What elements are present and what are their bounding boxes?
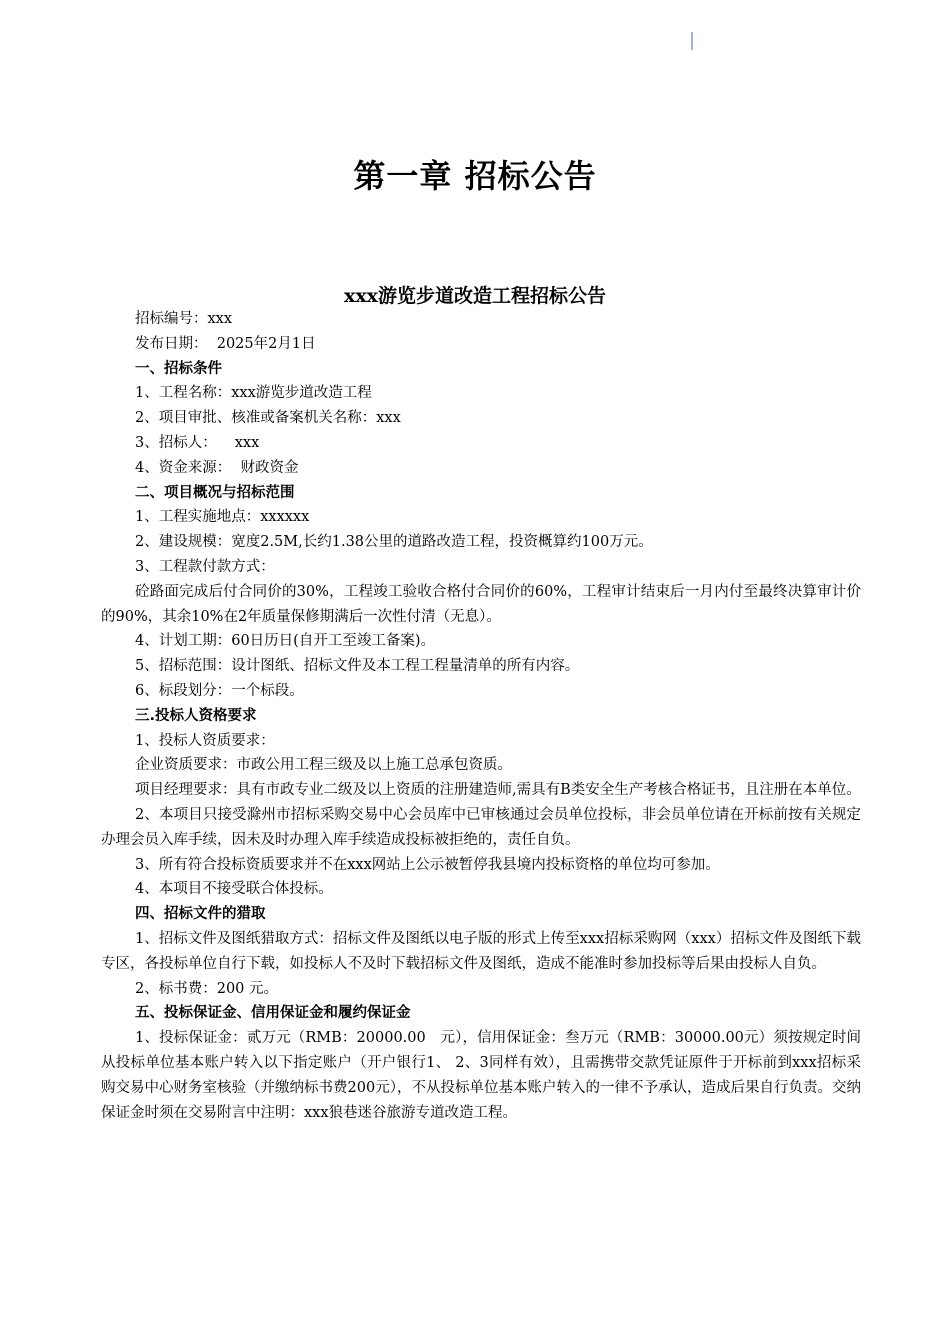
s3-manager-qualification: 项目经理要求：具有市政专业二级及以上资质的注册建造师,需具有B类安全生产考核合格证书，且注册在本单位。 — [135, 782, 861, 799]
s3-item-2: 2、本项目只接受滁州市招标采购交易中心会员库中已审核通过会员单位投标，非会员单位请在开标前按有关规定办理会员入库手续，因未及时办理入库手续造成投标被拒绝的，责任自负。 — [101, 806, 861, 848]
s2-item-5: 5、招标范围：设计图纸、招标文件及本工程工程量清单的所有内容。 — [135, 658, 580, 675]
s3-item-3: 3、所有符合投标资质要求并不在xxx网站上公示被暂停我县境内投标资格的单位均可参加。 — [135, 856, 720, 873]
text-cursor-mark — [691, 32, 693, 50]
publish-date-line — [101, 332, 861, 357]
s2-item-6: 6、标段划分：一个标段。 — [135, 682, 304, 699]
s2-item-1: 1、工程实施地点：xxxxxx — [135, 509, 310, 526]
section-heading-1: 一、招标条件 — [135, 360, 222, 377]
s4-item-1: 1、招标文件及图纸猎取方式：招标文件及图纸以电子版的形式上传至xxx招标采购网（xxx）招标文件及图纸下载专区，各投标单位自行下载，如投标人不及时下载招标文件及图纸，造成不能准时参加投标等后果由投标人自负。 — [101, 930, 861, 972]
s2-item-2: 2、建设规模：宽度2.5M,长约1.38公里的道路改造工程，投资概算约100万元。 — [135, 534, 653, 551]
s2-payment-detail: 砼路面完成后付合同价的30%，工程竣工验收合格付合同价的60%，工程审计结束后一月内付至最终决算审计价的90%，其余10%在2年质量保修期满后一次性付清（无息）。 — [101, 583, 861, 625]
s3-item-4: 4、本项目不接受联合体投标。 — [135, 881, 333, 898]
tenderer-label: 3、招标人： — [135, 434, 217, 451]
chapter-title: 第一章 招标公告 — [353, 157, 597, 195]
section-heading-5: 五、投标保证金、信用保证金和履约保证金 — [135, 1005, 411, 1022]
s3-item-1: 1、投标人资质要求： — [135, 732, 275, 749]
section-heading-4: 四、招标文件的猎取 — [135, 906, 266, 923]
tenderer-value: xxx — [234, 434, 260, 451]
section-heading-2: 二、项目概况与招标范围 — [135, 484, 295, 501]
s4-item-2: 2、标书费：200 元。 — [135, 980, 279, 997]
fund-source-label: 4、资金来源： — [135, 459, 232, 476]
bid-number: 招标编号：xxx — [135, 311, 233, 327]
publish-date-label: 发布日期： — [135, 335, 208, 352]
s1-item-1: 1、工程名称：xxx游览步道改造工程 — [135, 385, 372, 402]
s2-item-3: 3、工程款付款方式： — [135, 558, 275, 575]
section-heading-3: 三.投标人资格要求 — [135, 707, 257, 724]
s1-item-4 — [101, 456, 861, 481]
fund-source-value: 财政资金 — [240, 459, 299, 476]
s2-item-4: 4、计划工期：60日历日(自开工至竣工备案)。 — [135, 633, 435, 650]
publish-date-value: 2025年2月1日 — [216, 335, 316, 352]
s5-item-1: 1、投标保证金：贰万元（RMB：20000.00 元），信用保证金：叁万元（RMB：30000.00元）须按规定时间从投标单位基本账户转入以下指定账户（开户银行1、 2、3同样有效），且需携带交款凭证原件于开标前到xxx招标采购交易中心财务室核验（并缴纳标书费200元），不从投标单位基本账户转入的一律不予承认，造成后果自行负责。交纳保证金时须在交易附言中注明：xxx狼巷迷谷旅游专道改造工程。 — [101, 1030, 861, 1121]
s3-company-qualification: 企业资质要求：市政公用工程三级及以上施工总承包资质。 — [135, 757, 512, 774]
s1-item-3 — [101, 431, 861, 456]
s1-item-2: 2、项目审批、核准或备案机关名称：xxx — [135, 410, 401, 427]
notice-title: xxx游览步道改造工程招标公告 — [344, 285, 606, 307]
document-body — [101, 307, 861, 1125]
